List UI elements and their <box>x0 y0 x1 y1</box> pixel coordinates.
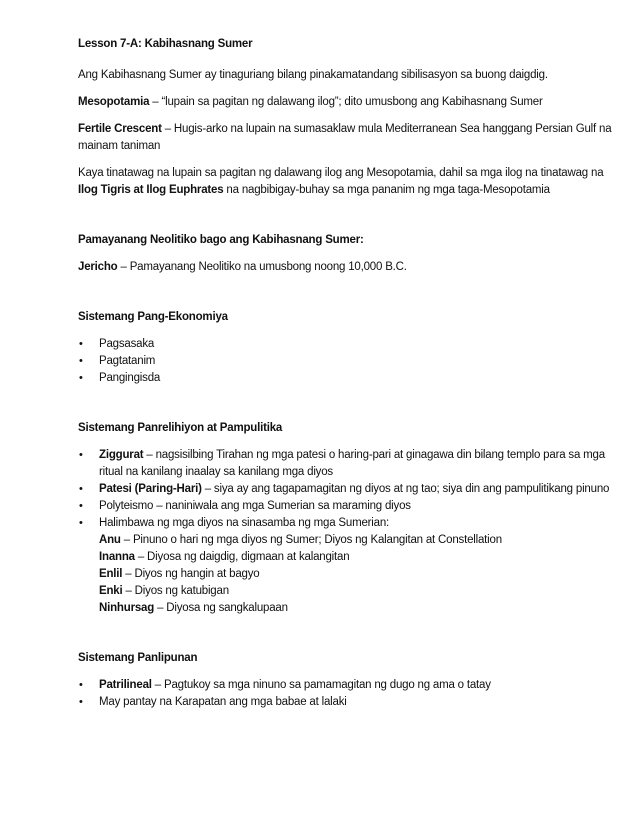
list-item <box>78 677 614 694</box>
jericho-term: Jericho <box>78 261 118 273</box>
lesson-title: Lesson 7-A: Kabihasnang Sumer <box>78 38 253 50</box>
god-name: Anu <box>99 534 121 546</box>
rivers-text-1: Kaya tinatawag na lupain sa pagitan ng dalawang ilog ang Mesopotamia, dahil sa mga ilog na tinatawag na <box>78 167 604 179</box>
god-description: – Diyosa ng sangkalupaan <box>154 602 288 614</box>
god-name: Enlil <box>99 568 123 580</box>
rivers-term: Ilog Tigris at Ilog Euphrates <box>78 184 224 196</box>
god-entry <box>99 566 614 583</box>
bullet-icon: • <box>79 696 83 708</box>
mesopotamia-paragraph <box>78 94 614 111</box>
list-item <box>78 353 614 370</box>
patesi-definition: – siya ay ang tagapamagitan ng diyos at ng tao; siya din ang pampulitikang pinuno <box>201 483 610 495</box>
bullet-icon: • <box>79 372 83 384</box>
social-list <box>78 677 614 711</box>
jericho-definition: – Pamayanang Neolitiko na umusbong noong 10,000 B.C. <box>117 261 407 273</box>
god-entry <box>99 532 614 549</box>
fertile-crescent-paragraph <box>78 121 614 155</box>
bullet-icon: • <box>79 500 83 512</box>
patrilineal-definition: – Pagtukoy sa mga ninuno sa pamamagitan ng dugo ng ama o tatay <box>151 679 491 691</box>
god-description: – Diyos ng hangin at bagyo <box>122 568 260 580</box>
patesi-term: Patesi (Paring-Hari) <box>99 483 202 495</box>
list-item <box>78 336 614 353</box>
religion-politics-list <box>78 447 614 617</box>
ziggurat-term: Ziggurat <box>99 449 144 461</box>
mesopotamia-term: Mesopotamia <box>78 96 150 108</box>
bullet-icon: • <box>79 338 83 350</box>
neolithic-heading: Pamayanang Neolitiko bago ang Kabihasnang Sumer: <box>78 234 364 246</box>
god-entry <box>99 600 614 617</box>
economy-item: Pagsasaka <box>99 338 155 350</box>
list-item <box>78 694 614 711</box>
mesopotamia-definition: – “lupain sa pagitan ng dalawang ilog”; dito umusbong ang Kabihasnang Sumer <box>149 96 543 108</box>
list-item <box>78 481 614 498</box>
bullet-icon: • <box>79 483 83 495</box>
economy-item: Pangingisda <box>99 372 161 384</box>
gods-intro: Halimbawa ng mga diyos na sinasamba ng mga Sumerian: <box>99 517 390 529</box>
god-name: Enki <box>99 585 123 597</box>
patrilineal-term: Patrilineal <box>99 679 152 691</box>
god-entry <box>99 549 614 566</box>
god-name: Ninhursag <box>99 602 155 614</box>
economy-heading: Sistemang Pang-Ekonomiya <box>78 311 228 323</box>
list-item <box>78 515 614 617</box>
god-entry <box>99 583 614 600</box>
god-description: – Pinuno o hari ng mga diyos ng Sumer; Diyos ng Kalangitan at Constellation <box>120 534 502 546</box>
bullet-icon: • <box>79 679 83 691</box>
list-item <box>78 447 614 481</box>
list-item <box>78 370 614 387</box>
religion-politics-heading: Sistemang Panrelihiyon at Pampulitika <box>78 422 283 434</box>
god-description: – Diyosa ng daigdig, digmaan at kalangitan <box>134 551 350 563</box>
polytheism-text: Polyteismo – naniniwala ang mga Sumerian sa maraming diyos <box>99 500 411 512</box>
bullet-icon: • <box>79 517 83 529</box>
ziggurat-definition: – nagsisilbing Tirahan ng mga patesi o haring-pari at ginagawa din bilang templo para sa mga ritual na kanilang inaalay sa kanilang mga diyos <box>99 449 605 478</box>
bullet-icon: • <box>79 355 83 367</box>
bullet-icon: • <box>79 449 83 461</box>
economy-item: Pagtatanim <box>99 355 156 367</box>
rivers-paragraph <box>78 165 614 199</box>
list-item <box>78 498 614 515</box>
social-heading: Sistemang Panlipunan <box>78 652 198 664</box>
fertile-crescent-term: Fertile Crescent <box>78 123 162 135</box>
equality-text: May pantay na Karapatan ang mga babae at lalaki <box>99 696 347 708</box>
god-description: – Diyos ng katubigan <box>122 585 229 597</box>
economy-list <box>78 336 614 387</box>
rivers-text-2: na nagbibigay-buhay sa mga pananim ng mga taga-Mesopotamia <box>223 184 550 196</box>
jericho-paragraph <box>78 259 614 276</box>
fertile-crescent-definition: – Hugis-arko na lupain na sumasaklaw mula Mediterranean Sea hanggang Persian Gulf na mainam taniman <box>78 123 612 152</box>
god-name: Inanna <box>99 551 135 563</box>
document-page <box>78 36 614 711</box>
intro-paragraph: Ang Kabihasnang Sumer ay tinaguriang bilang pinakamatandang sibilisasyon sa buong daigdig. <box>78 69 548 81</box>
